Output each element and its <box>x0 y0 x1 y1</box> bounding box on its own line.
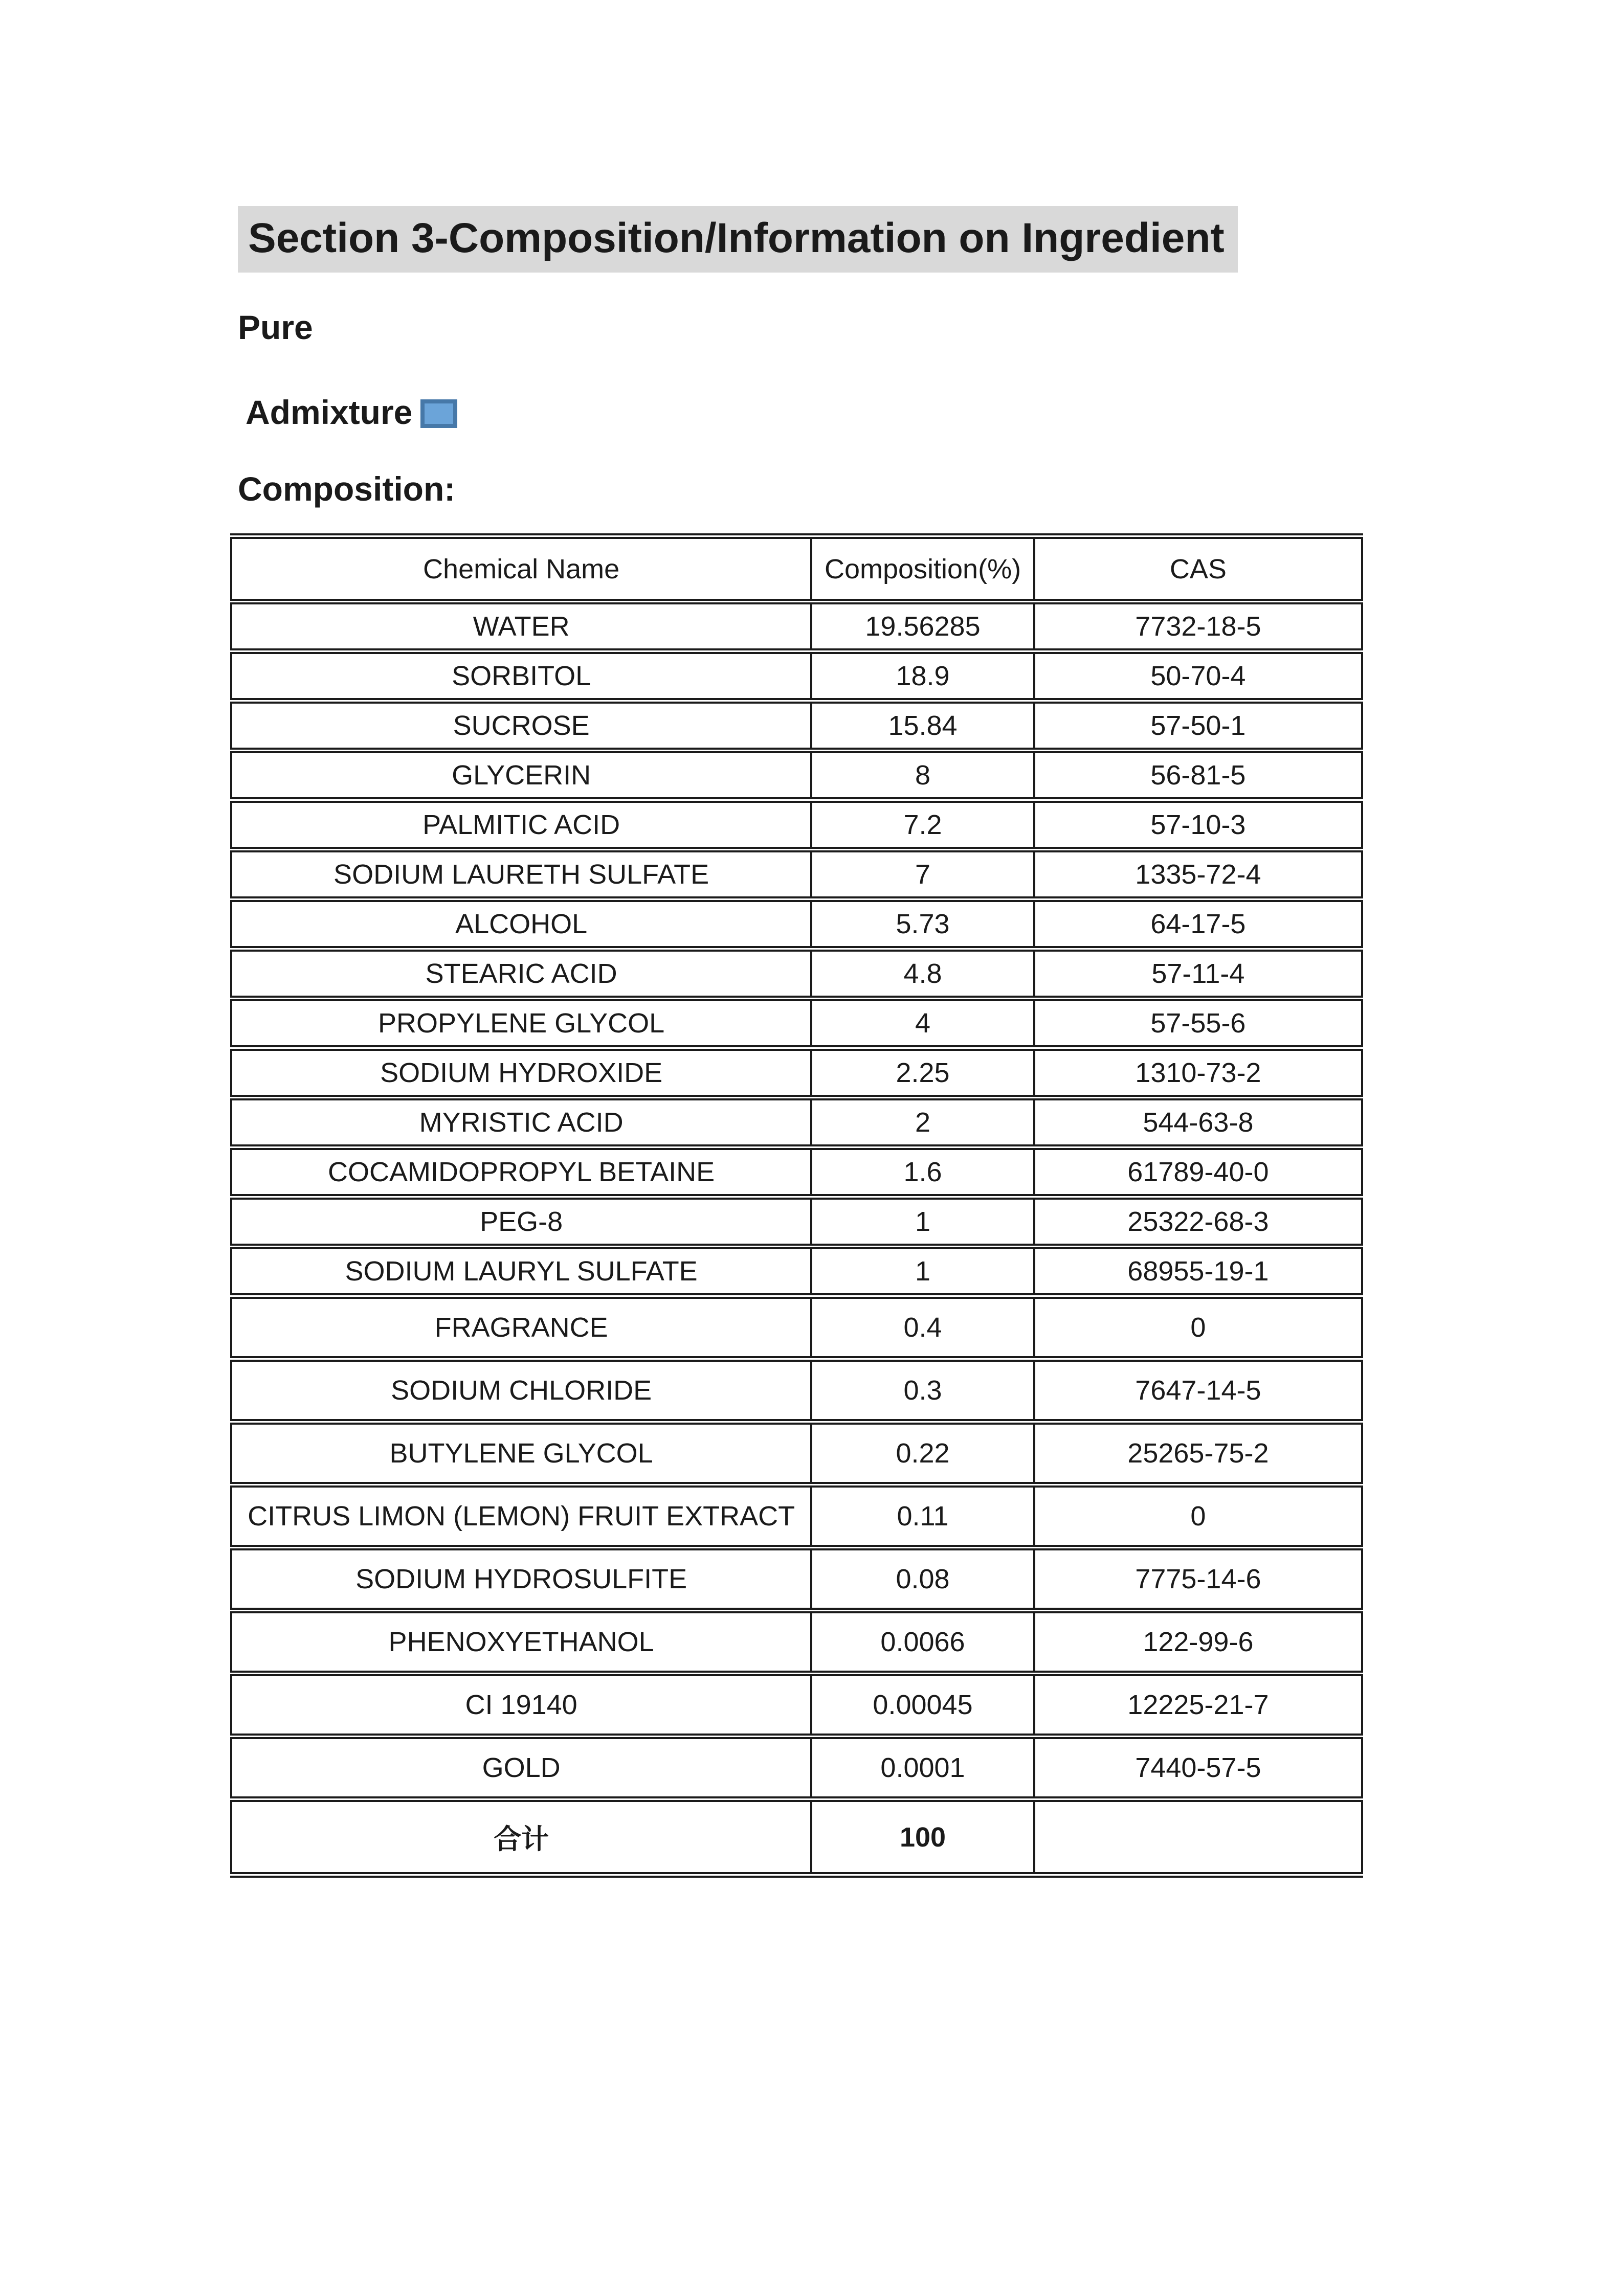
header-composition-percent: Composition(%) <box>811 536 1034 602</box>
cell-composition: 7 <box>811 850 1034 899</box>
cell-name: SODIUM LAURETH SULFATE <box>231 850 811 899</box>
cell-cas: 25265-75-2 <box>1034 1422 1362 1485</box>
cell-cas: 57-50-1 <box>1034 701 1362 751</box>
cell-name: PEG-8 <box>231 1197 811 1247</box>
header-chemical-name: Chemical Name <box>231 536 811 602</box>
table-row <box>231 800 1362 850</box>
cell-cas: 7647-14-5 <box>1034 1359 1362 1422</box>
cell-cas: 57-11-4 <box>1034 949 1362 999</box>
cell-composition: 0.00045 <box>811 1674 1034 1737</box>
cell-composition: 18.9 <box>811 651 1034 701</box>
table-row <box>231 949 1362 999</box>
cell-name: FRAGRANCE <box>231 1296 811 1359</box>
table-row <box>231 751 1362 800</box>
cell-cas: 1335-72-4 <box>1034 850 1362 899</box>
cell-cas: 0 <box>1034 1485 1362 1548</box>
table-row <box>231 701 1362 751</box>
total-label: 合计 <box>231 1799 811 1875</box>
cell-name: SODIUM HYDROXIDE <box>231 1048 811 1098</box>
table-row <box>231 651 1362 701</box>
cell-name: BUTYLENE GLYCOL <box>231 1422 811 1485</box>
cell-cas: 64-17-5 <box>1034 899 1362 949</box>
cell-cas: 7732-18-5 <box>1034 602 1362 651</box>
table-body <box>231 602 1362 1875</box>
table-row <box>231 1359 1362 1422</box>
cell-name: MYRISTIC ACID <box>231 1098 811 1147</box>
cell-cas: 7775-14-6 <box>1034 1548 1362 1611</box>
table-row <box>231 1147 1362 1197</box>
cell-name: PHENOXYETHANOL <box>231 1611 811 1674</box>
table-row <box>231 1422 1362 1485</box>
table-row <box>231 1485 1362 1548</box>
table-row <box>231 1197 1362 1247</box>
cell-composition: 0.0001 <box>811 1737 1034 1799</box>
cell-cas: 57-55-6 <box>1034 999 1362 1048</box>
cell-cas: 7440-57-5 <box>1034 1737 1362 1799</box>
cell-name: CI 19140 <box>231 1674 811 1737</box>
cell-composition: 0.22 <box>811 1422 1034 1485</box>
cell-name: ALCOHOL <box>231 899 811 949</box>
cell-name: STEARIC ACID <box>231 949 811 999</box>
table-row <box>231 1548 1362 1611</box>
cell-composition: 8 <box>811 751 1034 800</box>
cell-composition: 0.0066 <box>811 1611 1034 1674</box>
cell-composition: 0.4 <box>811 1296 1034 1359</box>
table-row <box>231 899 1362 949</box>
cell-name: SODIUM LAURYL SULFATE <box>231 1247 811 1296</box>
cell-name: SODIUM CHLORIDE <box>231 1359 811 1422</box>
admixture-checkbox[interactable] <box>420 399 457 428</box>
table-row <box>231 602 1362 651</box>
cell-cas: 61789-40-0 <box>1034 1147 1362 1197</box>
table-row <box>231 1048 1362 1098</box>
section-title: Section 3-Composition/Information on Ingredient <box>238 206 1238 273</box>
cell-name: WATER <box>231 602 811 651</box>
table-header-row <box>231 536 1362 602</box>
cell-composition: 2.25 <box>811 1048 1034 1098</box>
cell-composition: 19.56285 <box>811 602 1034 651</box>
table-row <box>231 1737 1362 1799</box>
cell-cas: 50-70-4 <box>1034 651 1362 701</box>
table-row <box>231 1674 1362 1737</box>
cell-composition: 4 <box>811 999 1034 1048</box>
cell-composition: 7.2 <box>811 800 1034 850</box>
cell-name: SODIUM HYDROSULFITE <box>231 1548 811 1611</box>
cell-name: PROPYLENE GLYCOL <box>231 999 811 1048</box>
cell-cas: 56-81-5 <box>1034 751 1362 800</box>
table-row <box>231 999 1362 1048</box>
admixture-line <box>238 395 1624 429</box>
cell-cas: 122-99-6 <box>1034 1611 1362 1674</box>
cell-cas: 1310-73-2 <box>1034 1048 1362 1098</box>
cell-cas: 12225-21-7 <box>1034 1674 1362 1737</box>
cell-name: PALMITIC ACID <box>231 800 811 850</box>
cell-composition: 1 <box>811 1247 1034 1296</box>
table-row <box>231 1098 1362 1147</box>
pure-heading: Pure <box>238 308 313 346</box>
cell-composition: 4.8 <box>811 949 1034 999</box>
cell-cas: 544-63-8 <box>1034 1098 1362 1147</box>
table-row <box>231 1247 1362 1296</box>
cell-cas: 68955-19-1 <box>1034 1247 1362 1296</box>
cell-cas: 0 <box>1034 1296 1362 1359</box>
header-cas: CAS <box>1034 536 1362 602</box>
cell-composition: 0.08 <box>811 1548 1034 1611</box>
composition-table <box>230 533 1363 1878</box>
cell-name: COCAMIDOPROPYL BETAINE <box>231 1147 811 1197</box>
cell-composition: 0.11 <box>811 1485 1034 1548</box>
table-row <box>231 1296 1362 1359</box>
table-total-row <box>231 1799 1362 1875</box>
cell-cas: 25322-68-3 <box>1034 1197 1362 1247</box>
cell-composition: 5.73 <box>811 899 1034 949</box>
cell-name: GOLD <box>231 1737 811 1799</box>
cell-name: CITRUS LIMON (LEMON) FRUIT EXTRACT <box>231 1485 811 1548</box>
cell-composition: 2 <box>811 1098 1034 1147</box>
total-cas <box>1034 1799 1362 1875</box>
total-composition: 100 <box>811 1799 1034 1875</box>
admixture-heading: Admixture <box>246 393 413 431</box>
cell-composition: 1.6 <box>811 1147 1034 1197</box>
cell-name: SORBITOL <box>231 651 811 701</box>
cell-name: GLYCERIN <box>231 751 811 800</box>
cell-name: SUCROSE <box>231 701 811 751</box>
table-row <box>231 1611 1362 1674</box>
cell-cas: 57-10-3 <box>1034 800 1362 850</box>
cell-composition: 15.84 <box>811 701 1034 751</box>
cell-composition: 1 <box>811 1197 1034 1247</box>
table-row <box>231 850 1362 899</box>
cell-composition: 0.3 <box>811 1359 1034 1422</box>
composition-heading: Composition: <box>238 470 456 508</box>
